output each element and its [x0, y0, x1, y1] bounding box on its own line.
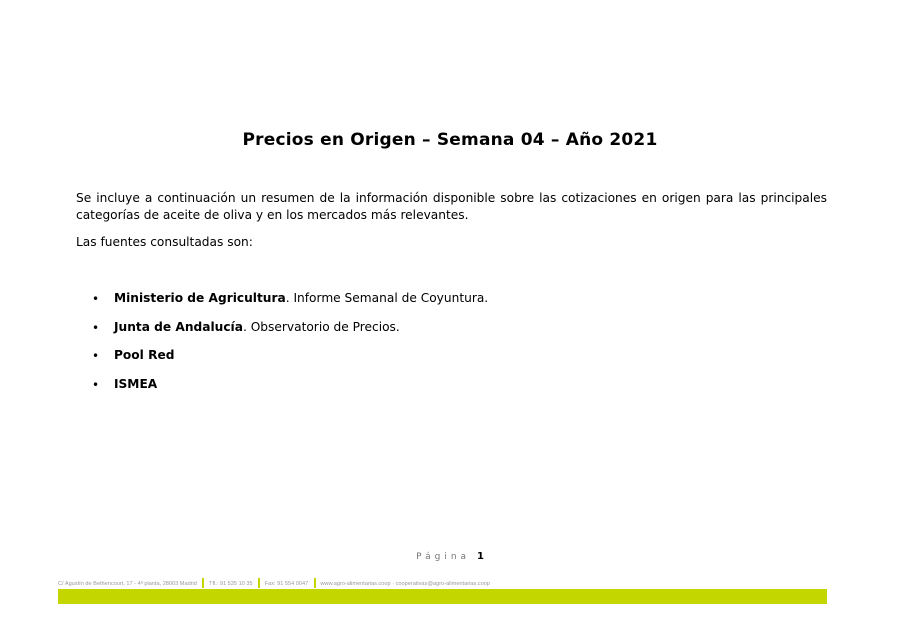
bullet-icon: •	[92, 292, 100, 306]
intro-line-2: categorías de aceite de oliva y en los mercados más relevantes.	[76, 208, 469, 222]
footer-address: C/ Agustín de Bethencourt, 17 - 4ª planta, 28003 Madrid	[58, 581, 197, 587]
page-number-value: 1	[476, 551, 484, 562]
intro-paragraph	[76, 190, 827, 224]
intro-line-1: Se incluye a continuación un resumen de la información disponible sobre las cotizaciones en origen para las principales	[76, 191, 827, 205]
page-number	[0, 551, 900, 562]
bullet-icon: •	[92, 349, 100, 363]
footer-phone: Tfl.: 91 535 10 35	[209, 581, 253, 587]
footer-accent-bar	[58, 589, 827, 604]
footer-web-email: www.agro-alimentarias.coop · cooperativas@agro-alimentarias.coop	[320, 581, 490, 587]
page-label: Página	[416, 552, 471, 562]
sources-list	[92, 291, 488, 405]
footer-contact	[58, 578, 494, 588]
source-detail: . Observatorio de Precios.	[242, 319, 400, 334]
source-name: Junta de Andalucía	[114, 319, 243, 334]
source-item-ismea	[92, 377, 488, 406]
source-name: Ministerio de Agricultura	[114, 291, 286, 305]
bullet-icon: •	[92, 320, 100, 335]
page-title: Precios en Origen – Semana 04 – Año 2021	[242, 130, 658, 150]
source-detail: . Informe Semanal de Coyuntura.	[285, 291, 489, 305]
footer-separator	[258, 578, 260, 588]
source-name: ISMEA	[114, 376, 158, 391]
footer-fax: Fax: 91 554 0047	[264, 581, 309, 587]
source-item-junta	[92, 320, 488, 349]
sources-lead: Las fuentes consultadas son:	[76, 235, 253, 249]
footer-separator	[202, 578, 204, 588]
source-name: Pool Red	[114, 348, 175, 362]
footer-separator	[314, 578, 316, 588]
source-item-ministerio	[92, 291, 488, 320]
bullet-icon: •	[92, 377, 100, 392]
source-item-poolred	[92, 348, 488, 377]
